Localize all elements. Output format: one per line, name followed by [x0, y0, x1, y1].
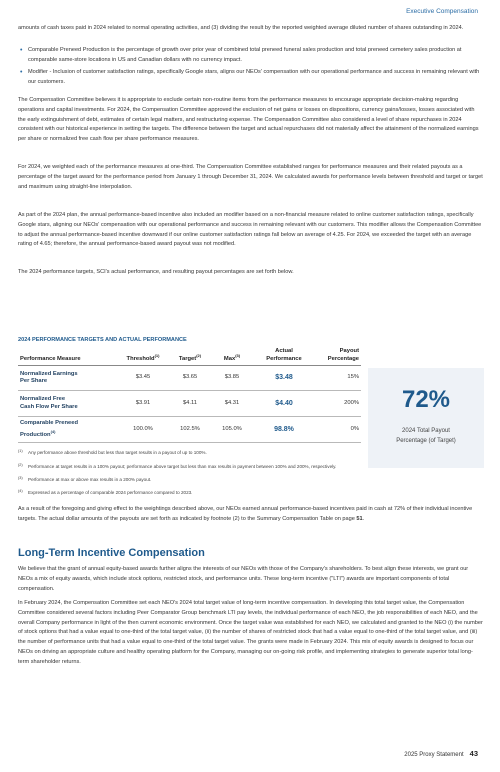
- footnote-mark: (2): [18, 463, 23, 467]
- target-cell: 102.5%: [168, 417, 212, 443]
- page-footer: [404, 749, 478, 758]
- footnote-mark: (4): [18, 489, 23, 493]
- section-header: Executive Compensation: [406, 8, 478, 15]
- bullet-icon: •: [20, 47, 23, 54]
- table-header-row: [18, 348, 361, 366]
- actual-cell: $3.48: [252, 366, 316, 391]
- col-header-target: Target$^{(2)}$: [168, 348, 212, 366]
- footnote-text: Any performance above threshold but less than target results in a payout of up to 100%.: [28, 450, 207, 455]
- actual-cell: $4.40: [252, 391, 316, 417]
- actual-cell: 98.8%: [252, 417, 316, 443]
- threshold-cell: $3.91: [118, 391, 168, 417]
- modifier-paragraph: As part of the 2024 plan, the annual performance-based incentive also included an modifier based on a non-financial measure related to online customer satisfaction ratings, specifically Google stars, aligning our NEOs' compensation with our operational performance and success in remaining relevant with our customers. This modifier allows the Compensation Committee to adjust the annual performance-based incentive downward if our online customer satisfaction ratings fall below an average of 4.25. For 2024, we exceeded the target with an average rating of 4.65; therefore, the annual performance-based award payout was not modified.: [18, 212, 482, 248]
- table-row: [18, 366, 361, 391]
- col-header-actual: Actual Performance: [252, 348, 316, 366]
- bullet-item: [20, 46, 483, 66]
- max-cell: 105.0%: [212, 417, 252, 443]
- document-title: 2025 Proxy Statement: [404, 752, 464, 758]
- measure-cell: Normalized Earnings Per Share: [18, 366, 118, 391]
- footnote: [18, 476, 483, 483]
- total-payout-box: [368, 368, 484, 468]
- page-number: 43: [469, 749, 478, 758]
- weighting-paragraph: For 2024, we weighted each of the performance measures at one-third. The Compensation Committee established ranges for performance measures and their related payouts as a percentage of the target award for the performance period from January 1 through December 31, 2024. We calculated awards for performance levels between threshold and target or target and maximum using straight-line interpolation.: [18, 164, 483, 190]
- table-row: [18, 391, 361, 417]
- col-header-payout: Payout Percentage: [316, 348, 361, 366]
- lti-heading: Long-Term Incentive Compensation: [18, 547, 205, 559]
- col-header-measure: Performance Measure: [18, 348, 118, 366]
- col-header-threshold: Threshold$^{(1)}$: [118, 348, 168, 366]
- bullet-icon: •: [20, 69, 23, 76]
- performance-table: [18, 348, 361, 443]
- footnote: [18, 449, 358, 456]
- total-payout-label: 2024 Total Payout Percentage (of Target): [396, 428, 456, 444]
- measure-cell: Normalized Free Cash Flow Per Share: [18, 391, 118, 417]
- total-payout-value: 72%: [401, 386, 451, 413]
- max-cell: $3.85: [212, 366, 252, 391]
- lti-paragraph-2: In February 2024, the Compensation Committee set each NEO's 2024 total target value of long-term incentive compensation. In developing this total target value, the Compensation Committee considered several factors including Peer Comparator Group benchmark LTI pay levels, the individual performance of each NEO, the job responsibilities of each NEO, and the overall Company performance in light of the then current economic environment. Once the target value was established for each NEO, we calculated and granted to the NEO (i) the number of stock options that had a value equal to one-third of the total target value, (ii) the number of shares of restricted stock that had a value equal to one-third of the total target value, and (iii) the number of performance units that had a value equal to one-third of the total target value. The grants were made in February 2024. This mix of equity awards is designed to focus our NEOs on driving an appropriate culture and healthy operating platform for the Company, managing our on-going risk profile, and implementing strategies to generate superior total long-term shareholder returns.: [18, 600, 483, 665]
- bullet-text: Modifier - Inclusion of customer satisfaction ratings, specifically Google stars, aligns our NEOs' compensation with our operational performance and success in remaining relevant with our customers.: [28, 69, 480, 85]
- footnote: [18, 489, 483, 496]
- max-cell: $4.31: [212, 391, 252, 417]
- threshold-cell: $3.45: [118, 366, 168, 391]
- footnote-text: Performance at target results in a 100% payout; performance above target but less than max results in payment between 100% and 200%, respectively.: [28, 464, 337, 469]
- footnote-mark: (1): [18, 449, 23, 453]
- lti-paragraph-1: We believe that the grant of annual equity-based awards further aligns the interests of our NEOs with those of the Company's shareholders. To best align these interests, we grant our NEOs a mix of equity awards, which include stock options, restricted stock, and performance units. These long-term incentive ("LTI") awards are important components of total compensation.: [18, 566, 469, 592]
- footnote: [18, 463, 483, 470]
- target-cell: $4.11: [168, 391, 212, 417]
- table-row: [18, 417, 361, 443]
- measure-cell: Comparable Preneed Production$^{(4)}$: [18, 417, 118, 443]
- intro-continuation-paragraph: amounts of cash taxes paid in 2024 related to normal operating activities, and (3) dividing the result by the reported weighted average diluted number of shares outstanding in 2024.: [18, 25, 464, 31]
- table-title: 2024 PERFORMANCE TARGETS AND ACTUAL PERFORMANCE: [18, 337, 187, 343]
- payout-cell: 15%: [316, 366, 361, 391]
- footnote-text: Expressed as a percentage of comparable 2024 performance compared to 2023.: [28, 490, 193, 495]
- bullet-item: [20, 68, 483, 88]
- targets-intro-paragraph: The 2024 performance targets, SCI's actual performance, and resulting payout percentages are set forth below.: [18, 269, 294, 275]
- exclusions-paragraph: The Compensation Committee believes it is appropriate to exclude certain non-routine items from the performance measures to encourage appropriate decision-making regarding operations and capital investments. For 2024, the Compensation Committee approved the exclusion of net gains or losses on dispositions, currency gains/losses, losses associated with the early extinguishment of debt, estimates of certain legal matters, and restructuring expense. The Compensation Committee also considered a level of share repurchases in 2024 consistent with our historical experience in setting the targets. The difference between the target and actual repurchases did not materially affect the attainment of the normalized earnings per share or normalized free cash flow per share performance measures.: [18, 97, 479, 143]
- target-cell: $3.65: [168, 366, 212, 391]
- bullet-text: Comparable Preneed Production is the percentage of growth over prior year of combined total preneed funeral sales production and total preneed cemetery sales production at comparable same-store locations in US and Canadian dollars with no currency impact.: [28, 47, 462, 63]
- footnote-text: Performance at max or above max results in a 200% payout.: [28, 477, 152, 482]
- payout-cell: 0%: [316, 417, 361, 443]
- payout-cell: 200%: [316, 391, 361, 417]
- footnote-mark: (3): [18, 476, 23, 480]
- col-header-max: Max$^{(3)}$: [212, 348, 252, 366]
- page-reference: 51: [356, 515, 363, 522]
- result-paragraph: As a result of the foregoing and giving effect to the weightings described above, our NEOs earned annual performance-based incentives paid in cash at 72% of their individual incentive targets. The actual dollar amounts of the payouts are set forth as indicated by footnote (2) to the Summary Compensation Table on page 51.: [18, 506, 473, 522]
- threshold-cell: 100.0%: [118, 417, 168, 443]
